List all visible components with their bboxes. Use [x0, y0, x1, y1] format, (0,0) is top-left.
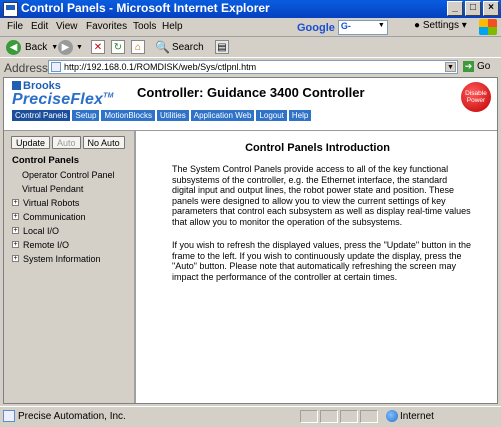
nav-help[interactable]: Help	[289, 110, 311, 121]
close-button[interactable]: ×	[483, 1, 499, 16]
status-cell	[320, 410, 338, 423]
address-bar	[0, 57, 501, 77]
expand-plus-icon[interactable]: +	[13, 227, 18, 234]
back-button[interactable]	[6, 39, 58, 55]
menu-view[interactable]: View	[56, 21, 78, 32]
address-dropdown-icon[interactable]: ▼	[445, 62, 456, 72]
search-label: Search	[171, 41, 204, 53]
internet-zone-icon	[386, 410, 398, 422]
expand-plus-icon[interactable]: +	[13, 241, 18, 248]
home-icon[interactable]: ⌂	[131, 40, 145, 54]
status-cell	[340, 410, 358, 423]
tree-item-label: Operator Control Panel	[22, 170, 115, 180]
google-search-box-label: G-	[340, 21, 351, 31]
control-panel-tree	[12, 155, 115, 267]
tree-item-system-information[interactable]	[12, 253, 115, 267]
brand-preciseflex: PreciseFlex	[12, 91, 104, 108]
update-button[interactable]: Update	[11, 136, 50, 149]
tree-item-label: Communication	[23, 212, 86, 222]
expand-plus-icon[interactable]: +	[13, 199, 18, 206]
tree-item-virtual-pendant[interactable]	[12, 183, 115, 197]
page-icon	[51, 62, 61, 72]
status-cell	[300, 410, 318, 423]
brand-tm: TM	[103, 92, 114, 100]
go-button[interactable]	[463, 61, 490, 72]
forward-button[interactable]	[58, 39, 83, 55]
auto-button[interactable]: Auto	[52, 136, 81, 149]
tree-item-label: Virtual Robots	[23, 198, 80, 208]
controller-title: Controller: Guidance 3400 Controller	[137, 85, 365, 100]
tree-item-local-io[interactable]	[12, 225, 115, 239]
search-icon: 🔍	[155, 40, 170, 54]
windows-logo-icon	[479, 19, 497, 35]
address-input[interactable]	[48, 60, 458, 74]
menu-favorites[interactable]: Favorites	[86, 21, 128, 32]
brand-brooks: Brooks	[23, 80, 61, 92]
no-auto-button[interactable]: No Auto	[83, 136, 125, 149]
back-label: Back	[25, 41, 48, 53]
nav-application-web[interactable]: Application Web	[191, 110, 255, 121]
expand-plus-icon[interactable]: +	[13, 213, 18, 220]
page-done-icon	[3, 410, 15, 422]
tree-item-label: System Information	[23, 254, 101, 264]
refresh-icon[interactable]: ↻	[111, 40, 125, 54]
left-frame	[4, 131, 136, 404]
minimize-button[interactable]: _	[447, 1, 463, 16]
menu-help[interactable]: Help	[162, 21, 183, 32]
back-arrow-icon: ◀	[6, 40, 21, 55]
nav-control-panels[interactable]: Control Panels	[12, 110, 70, 121]
tree-header: Control Panels	[12, 155, 80, 166]
settings-label: Settings	[422, 20, 459, 31]
nav-logout[interactable]: Logout	[256, 110, 286, 121]
browser-toolbar	[0, 37, 501, 57]
search-button[interactable]	[155, 39, 204, 55]
tree-item-label: Local I/O	[23, 226, 60, 236]
zone-label: Internet	[400, 411, 434, 422]
ie-app-icon	[3, 2, 18, 17]
tree-item-communication[interactable]	[12, 211, 115, 225]
frameset	[4, 130, 497, 404]
print-icon[interactable]: ▤	[215, 40, 229, 54]
disable-power-label: Disable Power	[465, 90, 487, 104]
menu-edit[interactable]: Edit	[31, 21, 49, 32]
intro-paragraph-1: The System Control Panels provide access to all of the key functional subsystems of the controller, e.g. the Ethernet interface, the standard digital input and output lines, the robot power state and position. These panels were designed to allow you to view the current settings of key parameters that control each subsystem as well as display real-time values that allow you to monitor the operation of the subsystems.	[172, 164, 471, 227]
settings-menu[interactable]: ● Settings ▾	[414, 20, 467, 31]
menu-file[interactable]: File	[7, 21, 24, 32]
address-url: http://192.168.0.1/ROMDISK/web/Sys/ctlpnl.htm	[64, 62, 257, 72]
tree-item-virtual-robots[interactable]	[12, 197, 115, 211]
google-search-input[interactable]	[338, 20, 388, 35]
status-cell	[360, 410, 378, 423]
address-label: Address	[4, 61, 49, 75]
tree-item-label: Remote I/O	[23, 240, 70, 250]
forward-dropdown-icon[interactable]: ▼	[76, 43, 83, 51]
menu-tools[interactable]: Tools	[133, 21, 157, 32]
tree-item-operator-control-panel[interactable]	[12, 169, 115, 183]
nav-setup[interactable]: Setup	[72, 110, 99, 121]
google-dropdown-icon[interactable]: ▼	[377, 22, 385, 29]
status-bar	[0, 406, 501, 427]
preciseflex-logo	[12, 91, 114, 109]
window-title-bar	[0, 0, 501, 18]
page-header	[4, 78, 497, 120]
maximize-button[interactable]: □	[465, 1, 481, 16]
disable-power-button[interactable]	[461, 82, 491, 112]
google-logo: Google	[297, 21, 335, 34]
content-title: Control Panels Introduction	[245, 142, 390, 154]
status-text: Precise Automation, Inc.	[18, 411, 126, 422]
main-nav	[12, 110, 311, 121]
go-label: Go	[477, 61, 491, 72]
intro-paragraph-2: If you wish to refresh the displayed values, press the "Update" button in the frame to the left. If you wish to continuously update the display, press the "Auto" button. Please note that automatically refreshing the screen may impact the performance of the controller at certain times.	[172, 240, 472, 282]
brooks-mark-icon	[12, 81, 21, 90]
forward-arrow-icon: ▶	[58, 40, 73, 55]
tree-item-remote-io[interactable]	[12, 239, 115, 253]
window-title: Control Panels - Microsoft Internet Explorer	[21, 1, 270, 15]
stop-icon[interactable]: ✕	[91, 40, 105, 54]
tree-item-label: Virtual Pendant	[22, 184, 84, 194]
page-viewport	[3, 77, 498, 404]
nav-utilities[interactable]: Utilities	[157, 110, 189, 121]
expand-plus-icon[interactable]: +	[13, 255, 18, 262]
nav-motionblocks[interactable]: MotionBlocks	[101, 110, 155, 121]
content-frame	[138, 131, 497, 404]
back-dropdown-icon[interactable]: ▼	[51, 43, 59, 51]
google-toolbar	[297, 20, 388, 35]
go-arrow-icon: ➔	[464, 61, 473, 71]
